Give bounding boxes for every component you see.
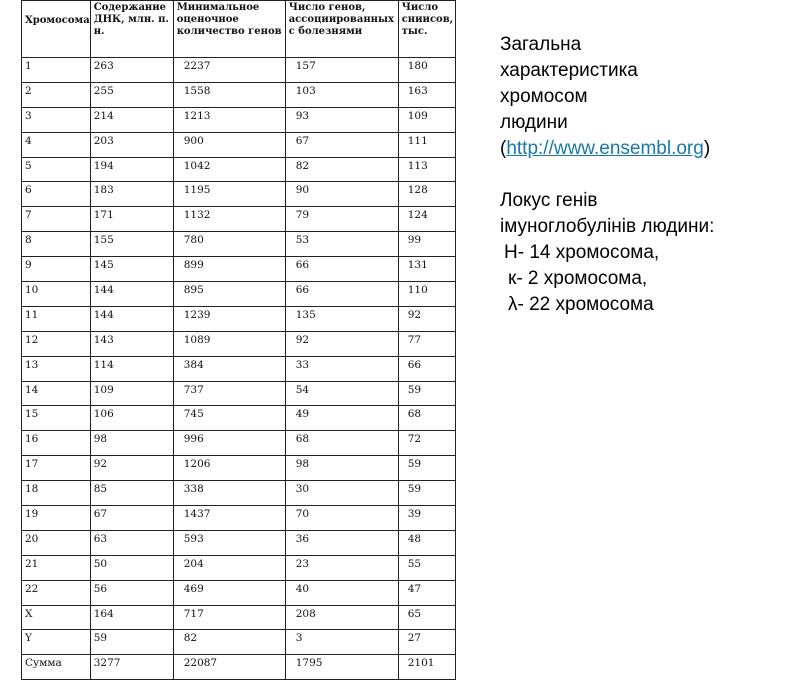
cell-snps: 113 <box>398 157 455 182</box>
table-row <box>22 207 456 232</box>
table-row <box>22 182 456 207</box>
link-close-paren: ) <box>703 138 711 159</box>
cell-min-genes: 745 <box>173 406 285 431</box>
cell-dna-content: 67 <box>90 506 173 531</box>
cell-snps: 2101 <box>398 655 455 680</box>
cell-disease-genes: 79 <box>285 207 398 232</box>
cell-chromosome: 4 <box>22 132 91 157</box>
cell-chromosome: 22 <box>22 580 91 605</box>
cell-chromosome: 7 <box>22 207 91 232</box>
cell-snps: 109 <box>398 107 455 132</box>
table-row <box>22 580 456 605</box>
table-row <box>22 605 456 630</box>
cell-disease-genes: 208 <box>285 605 398 630</box>
chromosome-table <box>21 0 456 680</box>
cell-chromosome: 2 <box>22 82 91 107</box>
cell-min-genes: 1558 <box>173 82 285 107</box>
cell-snps: 131 <box>398 257 455 282</box>
table-row <box>22 456 456 481</box>
cell-snps: 99 <box>398 232 455 257</box>
table-header <box>22 1 456 58</box>
locus-heavy-chain: Н- 14 хромосома, <box>504 242 660 263</box>
cell-chromosome: 6 <box>22 182 91 207</box>
cell-min-genes: 899 <box>173 257 285 282</box>
cell-snps: 110 <box>398 282 455 307</box>
cell-snps: 59 <box>398 481 455 506</box>
cell-disease-genes: 67 <box>285 132 398 157</box>
cell-snps: 111 <box>398 132 455 157</box>
table-row <box>22 232 456 257</box>
cell-dna-content: 98 <box>90 431 173 456</box>
cell-min-genes: 1437 <box>173 506 285 531</box>
table-body <box>22 58 456 680</box>
cell-disease-genes: 70 <box>285 506 398 531</box>
cell-snps: 77 <box>398 331 455 356</box>
table-row <box>22 406 456 431</box>
source-line <box>500 136 790 162</box>
table-row-total <box>22 655 456 680</box>
locus-heading: імуноглобулінів людини: <box>500 216 715 237</box>
cell-dna-content: 145 <box>90 257 173 282</box>
cell-chromosome: 8 <box>22 232 91 257</box>
cell-chromosome: 16 <box>22 431 91 456</box>
cell-disease-genes: 3 <box>285 630 398 655</box>
cell-chromosome: 18 <box>22 481 91 506</box>
cell-disease-genes: 98 <box>285 456 398 481</box>
cell-chromosome: 17 <box>22 456 91 481</box>
cell-chromosome: Сумма <box>22 655 91 680</box>
side-description <box>500 32 790 318</box>
cell-chromosome: 21 <box>22 555 91 580</box>
cell-snps: 92 <box>398 306 455 331</box>
cell-dna-content: 214 <box>90 107 173 132</box>
cell-dna-content: 255 <box>90 82 173 107</box>
cell-min-genes: 737 <box>173 381 285 406</box>
cell-disease-genes: 36 <box>285 530 398 555</box>
table-row <box>22 107 456 132</box>
cell-disease-genes: 53 <box>285 232 398 257</box>
cell-dna-content: 85 <box>90 481 173 506</box>
cell-min-genes: 82 <box>173 630 285 655</box>
cell-chromosome: 20 <box>22 530 91 555</box>
cell-dna-content: 144 <box>90 282 173 307</box>
cell-snps: 55 <box>398 555 455 580</box>
cell-disease-genes: 30 <box>285 481 398 506</box>
cell-snps: 128 <box>398 182 455 207</box>
title-line: Загальна <box>500 34 582 55</box>
cell-dna-content: 56 <box>90 580 173 605</box>
table-row <box>22 58 456 83</box>
cell-chromosome: 19 <box>22 506 91 531</box>
ensembl-link[interactable]: http://www.ensembl.org <box>506 138 704 159</box>
cell-disease-genes: 40 <box>285 580 398 605</box>
table-row <box>22 555 456 580</box>
locus-kappa-chain: к- 2 хромосома, <box>508 268 648 289</box>
cell-chromosome: 13 <box>22 356 91 381</box>
cell-disease-genes: 1795 <box>285 655 398 680</box>
cell-disease-genes: 103 <box>285 82 398 107</box>
cell-chromosome: 12 <box>22 331 91 356</box>
cell-dna-content: 63 <box>90 530 173 555</box>
cell-chromosome: 14 <box>22 381 91 406</box>
cell-dna-content: 50 <box>90 555 173 580</box>
cell-disease-genes: 66 <box>285 257 398 282</box>
table-row <box>22 356 456 381</box>
cell-min-genes: 1213 <box>173 107 285 132</box>
cell-min-genes: 2237 <box>173 58 285 83</box>
cell-chromosome: 15 <box>22 406 91 431</box>
cell-dna-content: 143 <box>90 331 173 356</box>
cell-chromosome: Y <box>22 630 91 655</box>
spacer <box>500 162 790 188</box>
table-row <box>22 157 456 182</box>
table-row <box>22 282 456 307</box>
cell-chromosome: 3 <box>22 107 91 132</box>
locus-heading: Локус генів <box>500 190 598 211</box>
cell-min-genes: 1195 <box>173 182 285 207</box>
table-row <box>22 132 456 157</box>
cell-chromosome: 1 <box>22 58 91 83</box>
cell-snps: 59 <box>398 456 455 481</box>
cell-chromosome: 11 <box>22 306 91 331</box>
link-open-paren: ( <box>500 138 507 159</box>
cell-min-genes: 22087 <box>173 655 285 680</box>
cell-min-genes: 593 <box>173 530 285 555</box>
cell-min-genes: 1132 <box>173 207 285 232</box>
cell-snps: 39 <box>398 506 455 531</box>
cell-dna-content: 114 <box>90 356 173 381</box>
table-row <box>22 630 456 655</box>
cell-snps: 27 <box>398 630 455 655</box>
table-row <box>22 506 456 531</box>
cell-min-genes: 338 <box>173 481 285 506</box>
cell-snps: 47 <box>398 580 455 605</box>
cell-snps: 68 <box>398 406 455 431</box>
cell-disease-genes: 33 <box>285 356 398 381</box>
header-chromosome: Хромосома <box>22 1 91 58</box>
title-line: характеристика <box>500 60 638 81</box>
cell-dna-content: 106 <box>90 406 173 431</box>
table-row <box>22 306 456 331</box>
cell-snps: 59 <box>398 381 455 406</box>
cell-dna-content: 171 <box>90 207 173 232</box>
cell-min-genes: 469 <box>173 580 285 605</box>
cell-snps: 66 <box>398 356 455 381</box>
cell-dna-content: 164 <box>90 605 173 630</box>
cell-dna-content: 183 <box>90 182 173 207</box>
cell-min-genes: 780 <box>173 232 285 257</box>
table-row <box>22 257 456 282</box>
cell-snps: 180 <box>398 58 455 83</box>
cell-min-genes: 1042 <box>173 157 285 182</box>
cell-dna-content: 155 <box>90 232 173 257</box>
cell-min-genes: 895 <box>173 282 285 307</box>
cell-disease-genes: 23 <box>285 555 398 580</box>
title-line: хромосом <box>500 86 588 107</box>
cell-dna-content: 92 <box>90 456 173 481</box>
table-row <box>22 381 456 406</box>
table-row <box>22 431 456 456</box>
cell-min-genes: 900 <box>173 132 285 157</box>
cell-min-genes: 1089 <box>173 331 285 356</box>
header-disease-genes: Число генов, ассоциированных с болезнями <box>285 1 398 58</box>
cell-min-genes: 1239 <box>173 306 285 331</box>
cell-snps: 163 <box>398 82 455 107</box>
header-dna-content: Содержание ДНК, млн. п. н. <box>90 1 173 58</box>
cell-disease-genes: 157 <box>285 58 398 83</box>
cell-dna-content: 144 <box>90 306 173 331</box>
cell-chromosome: 9 <box>22 257 91 282</box>
table-row <box>22 481 456 506</box>
cell-disease-genes: 90 <box>285 182 398 207</box>
cell-dna-content: 59 <box>90 630 173 655</box>
cell-chromosome: X <box>22 605 91 630</box>
cell-disease-genes: 93 <box>285 107 398 132</box>
cell-min-genes: 996 <box>173 431 285 456</box>
cell-dna-content: 263 <box>90 58 173 83</box>
cell-chromosome: 5 <box>22 157 91 182</box>
cell-disease-genes: 92 <box>285 331 398 356</box>
table-row <box>22 82 456 107</box>
cell-chromosome: 10 <box>22 282 91 307</box>
table-row <box>22 530 456 555</box>
cell-dna-content: 3277 <box>90 655 173 680</box>
cell-snps: 65 <box>398 605 455 630</box>
cell-snps: 124 <box>398 207 455 232</box>
cell-snps: 72 <box>398 431 455 456</box>
header-snps: Число сниисов, тыс. <box>398 1 455 58</box>
title-line: людини <box>500 112 568 133</box>
cell-snps: 48 <box>398 530 455 555</box>
table-row <box>22 331 456 356</box>
cell-min-genes: 204 <box>173 555 285 580</box>
cell-disease-genes: 66 <box>285 282 398 307</box>
cell-disease-genes: 54 <box>285 381 398 406</box>
cell-min-genes: 1206 <box>173 456 285 481</box>
cell-disease-genes: 135 <box>285 306 398 331</box>
cell-disease-genes: 82 <box>285 157 398 182</box>
header-min-genes: Минимальное оценочное количество генов <box>173 1 285 58</box>
cell-disease-genes: 49 <box>285 406 398 431</box>
cell-min-genes: 717 <box>173 605 285 630</box>
cell-dna-content: 194 <box>90 157 173 182</box>
cell-disease-genes: 68 <box>285 431 398 456</box>
cell-min-genes: 384 <box>173 356 285 381</box>
cell-dna-content: 203 <box>90 132 173 157</box>
locus-lambda-chain: λ- 22 хромосома <box>508 294 654 315</box>
cell-dna-content: 109 <box>90 381 173 406</box>
